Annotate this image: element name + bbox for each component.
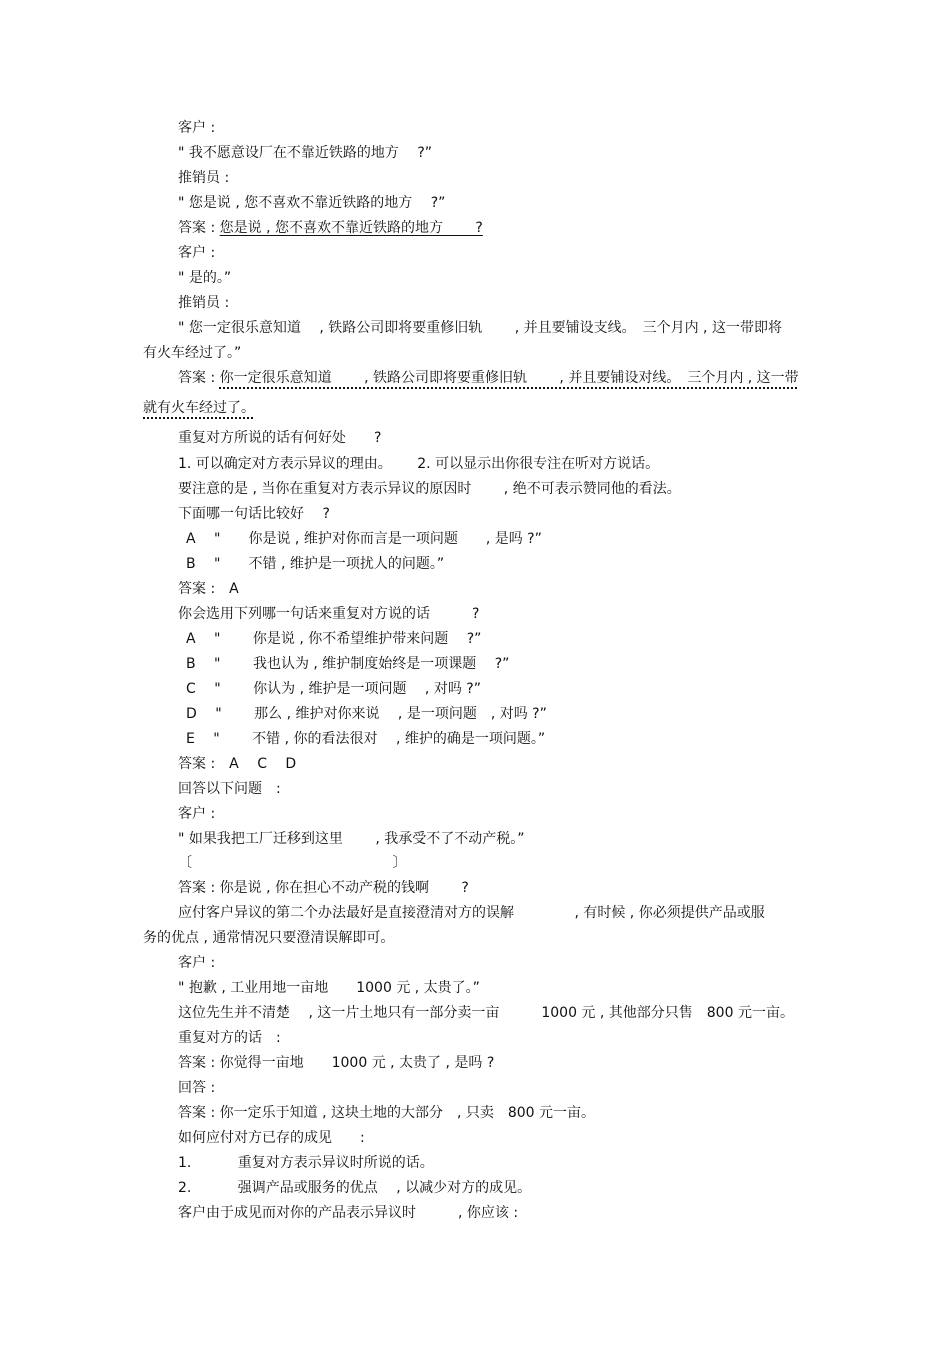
list-item: 2. 强调产品或服务的优点 , 以减少对方的成见。 — [178, 1180, 532, 1196]
text-line: " 您一定很乐意知道 , 铁路公司即将要重修旧轨 , 并且要铺设支线。 三个月内 , 这一带即将 — [178, 320, 782, 336]
option-line: B " 不错 , 维护是一项扰人的问题。” — [186, 556, 445, 572]
text-line: 答案 : A C D — [178, 756, 297, 772]
answer-label: 答案 : — [178, 220, 220, 236]
text-line: 答案 : 你一定乐于知道 , 这块土地的大部分 , 只卖 800 元一亩。 — [178, 1105, 596, 1121]
text-line: 重复对方所说的话有何好处 ? — [178, 430, 382, 446]
option-line: B " 我也认为 , 维护制度始终是一项课题 ?” — [186, 656, 510, 672]
text-line: 这位先生并不清楚 , 这一片土地只有一部分卖一亩 1000 元 , 其他部分只售 800 元一亩。 — [178, 1005, 794, 1021]
text-line: 客户由于成见而对你的产品表示异议时 , 你应该 : — [178, 1205, 519, 1221]
text-line: 如何应付对方已存的成见 : — [178, 1130, 365, 1146]
option-line: D " 那么 , 维护对你来说 , 是一项问题 , 对吗 ?” — [186, 706, 547, 722]
text-line: 客户 : — [178, 120, 216, 136]
text-line: 回答以下问题 : — [178, 781, 281, 797]
text-line: 回答 : — [178, 1080, 216, 1096]
text-line: 重复对方的话 : — [178, 1030, 281, 1046]
text-line: 务的优点 , 通常情况只要澄清误解即可。 — [143, 930, 395, 946]
dotted-answer: 你一定很乐意知道 , 铁路公司即将要重修旧轨 , 并且要铺设对线。 三个月内 , 这一带 — [219, 370, 799, 386]
option-line: C " 你认为 , 维护是一项问题 , 对吗 ?” — [186, 681, 481, 697]
list-item: 1. 重复对方表示异议时所说的话。 — [178, 1155, 434, 1171]
text-line: " 如果我把工厂迁移到这里 , 我承受不了不动产税。” — [178, 831, 525, 847]
dotted-answer-continued: 就有火车经过了。 — [143, 400, 255, 416]
answer-line — [178, 218, 483, 238]
answer-line — [178, 368, 799, 388]
text-line: 要注意的是 , 当你在重复对方表示异议的原因时 , 绝不可表示赞同他的看法。 — [178, 481, 681, 497]
text-line: " 是的。” — [178, 270, 232, 286]
answer-label: 答案 : — [178, 370, 220, 386]
text-line: 答案 : A — [178, 581, 239, 597]
text-line: 推销员 : — [178, 295, 230, 311]
option-line: A " 你是说 , 维护对你而言是一项问题 , 是吗 ?” — [186, 531, 542, 547]
text-line: 下面哪一句话比较好 ? — [178, 506, 330, 522]
text-line: 1. 可以确定对方表示异议的理由。 2. 可以显示出你很专注在听对方说话。 — [178, 456, 660, 472]
text-line: 答案 : 你觉得一亩地 1000 元 , 太贵了 , 是吗 ? — [178, 1055, 495, 1071]
blank-bracket: 〔 〕 — [178, 855, 407, 871]
text-line: " 您是说 , 您不喜欢不靠近铁路的地方 ?” — [178, 195, 446, 211]
text-line: 客户 : — [178, 806, 216, 822]
text-line: 客户 : — [178, 245, 216, 261]
text-line: 应付客户异议的第二个办法最好是直接澄清对方的误解 , 有时候 , 你必须提供产品或服 — [178, 905, 765, 921]
text-line: 你会选用下列哪一句话来重复对方说的话 ? — [178, 606, 480, 622]
underlined-answer: 您是说 , 您不喜欢不靠近铁路的地方 ? — [219, 220, 483, 236]
text-line: 有火车经过了。” — [143, 345, 242, 361]
text-line: " 抱歉 , 工业用地一亩地 1000 元 , 太贵了。” — [178, 980, 480, 996]
text-line: " 我不愿意设厂在不靠近铁路的地方 ?” — [178, 145, 433, 161]
text-line: 客户 : — [178, 955, 216, 971]
option-line: E " 不错 , 你的看法很对 , 维护的确是一项问题。” — [186, 731, 546, 747]
text-line: 推销员 : — [178, 170, 230, 186]
option-line: A " 你是说 , 你不希望维护带来问题 ?” — [186, 631, 482, 647]
text-line: 答案 : 你是说 , 你在担心不动产税的钱啊 ? — [178, 880, 469, 896]
